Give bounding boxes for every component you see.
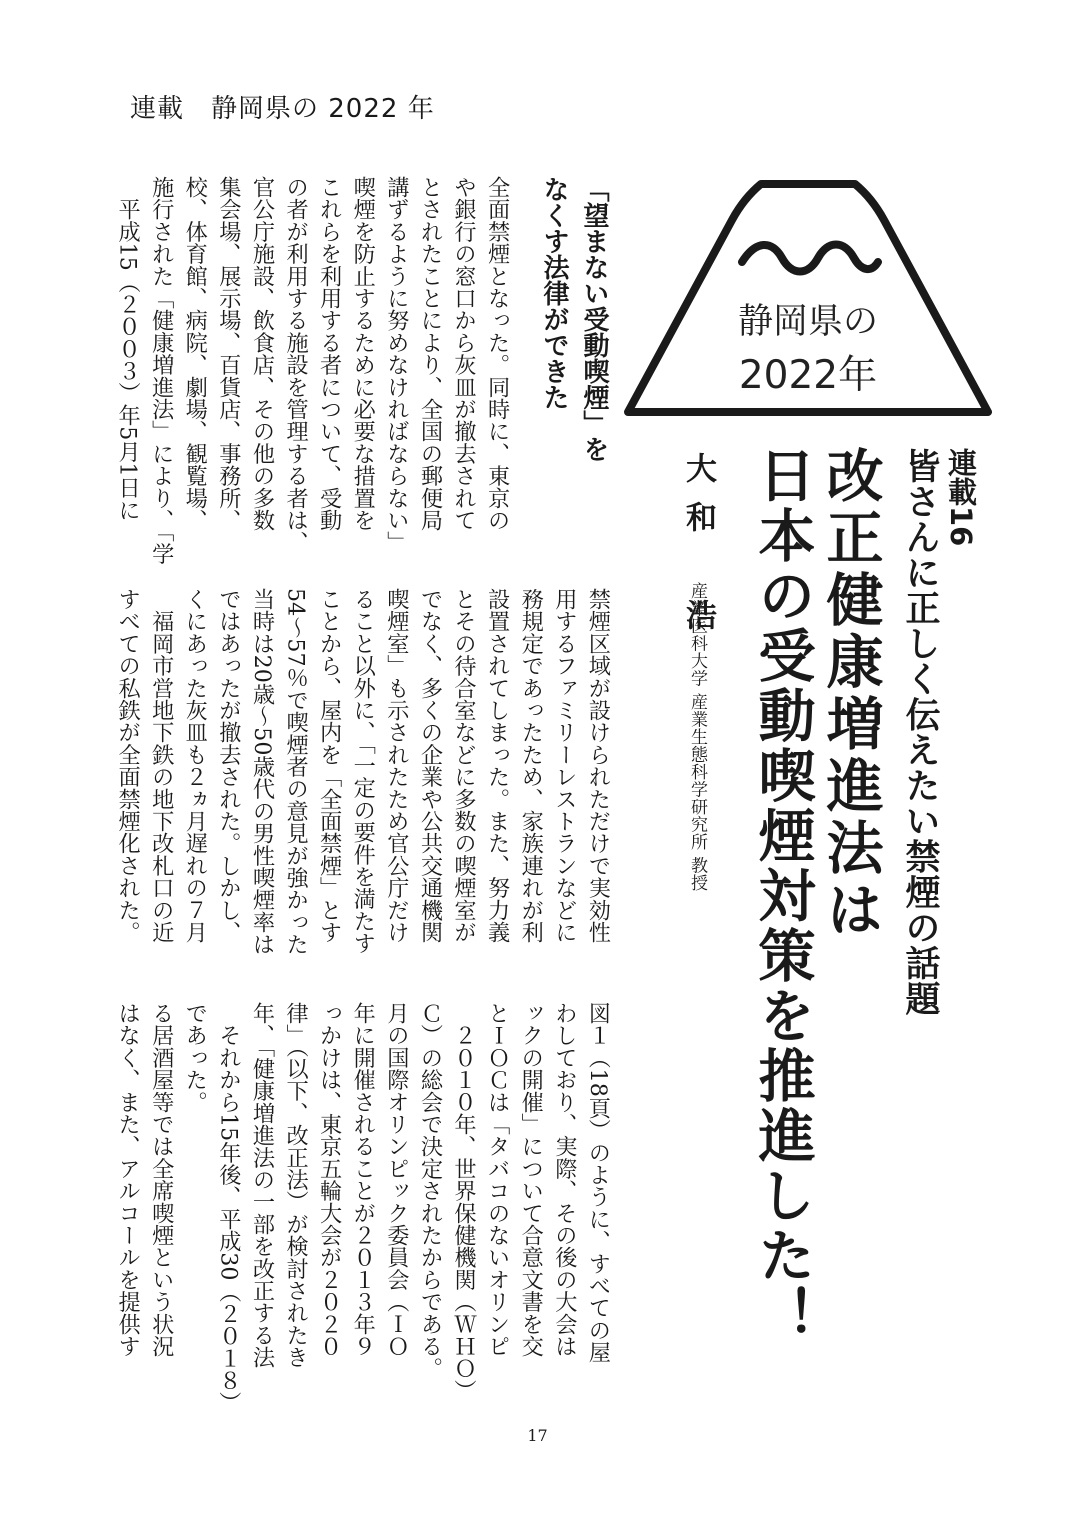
running-header: 連載 静岡県の 2022 年 xyxy=(130,94,435,124)
body-text-lower: 図１（18頁）のように、すべての屋 わしており、実際、その後の大会は ックの開催」について合意文書を交 とＩＯＣは「タバコのないオリンピ ２０１０年、世界保健機関（ＷＨＯ） Ｃ）の総会で決定されたからである。 月の国際オリンピック委員会（ＩＯ 年に開催されることが２０１３年９ っかけは、東京五輪大会が２０２０ 律」（以下、改正法）が検討されたき 年、「健康増進法の一部を改正する法 それから15年後、平成30（２０１８） であった。 る居酒屋等では全席喫煙という状況 はなく、また、アルコールを提供す xyxy=(114,1002,611,1414)
main-title-line2: 日本の受動喫煙対策を推進した！ xyxy=(749,446,816,1346)
logo-text-line1: 静岡県の xyxy=(737,302,878,342)
body-text-upper: 全面禁煙となった。同時に、東京の や銀行の窓口から灰皿が撤去されて とされたことにより、全国の郵便局 講ずるように努めなければならない」 喫煙を防止するために必要な措置を これらを利用する者について、受動 の者が利用する施設を管理する者は、 官公庁施設、飲食店、その他の多数 集会場、展示場、百貨店、事務所、 校、体育館、病院、劇場、観覧場、 施行された「健康増進法」により、「学 平成15（２００３）年5月1日に xyxy=(114,176,511,565)
logo-text-line2: 2022年 xyxy=(738,353,878,398)
author-name: 大和 浩 xyxy=(680,452,716,648)
section-subheading: 「望まない受動喫煙」を なくす法律ができた xyxy=(539,176,609,462)
main-title-line1: 改正健康増進法は xyxy=(817,446,884,942)
fuji-logo xyxy=(622,172,994,422)
series-label: 連載16 xyxy=(944,448,978,547)
author-affiliation: 産業医科大学 産業生態科学研究所 教授 xyxy=(687,582,707,892)
page-number: 17 xyxy=(527,1426,548,1445)
lead-title: 皆さんに正しく伝えたい禁煙の話題 xyxy=(900,448,940,1016)
body-text-middle: 禁煙区域が設けられただけで実効性 用するファミリーレストランなどに 務規定であったため、家族連れが利 設置されてしまった。また、努力義 とその待合室などに多数の喫煙室が でなく、多くの企業や公共交通機関 喫煙室」も示されたため官公庁だけ ること以外に、「一定の要件を満たす ことから、屋内を「全面禁煙」とす 54～57％で喫煙者の意見が強かった 当時は20歳～50歳代の男性喫煙率は ではあったが撤去された。しかし、 くにあった灰皿も２ヵ月遅れの７月 福岡市営地下鉄の地下改札口の近 すべての私鉄が全面禁煙化された。 xyxy=(114,588,611,956)
